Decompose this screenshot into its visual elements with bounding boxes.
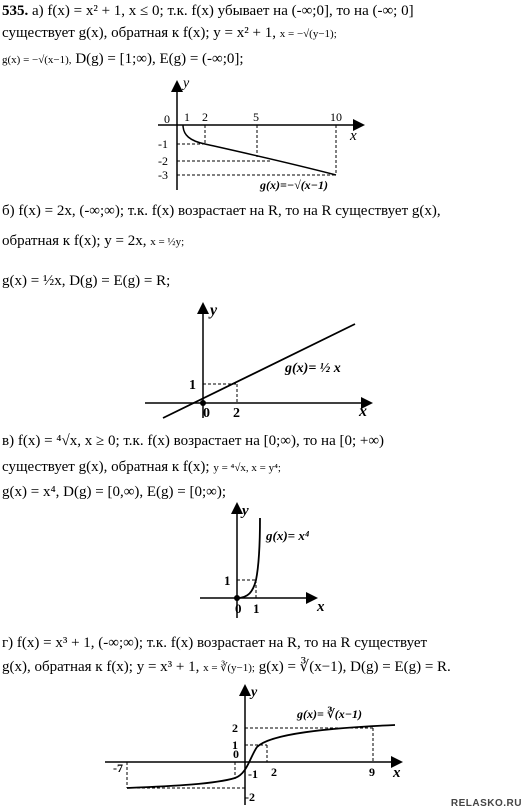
problem-line-b3 (2, 272, 170, 290)
y-tick: 1 (224, 573, 231, 588)
problem-line-a1 (2, 2, 414, 20)
graph-c (200, 500, 350, 625)
problem-line-a2 (2, 24, 337, 43)
x-tick: 2 (202, 110, 208, 124)
watermark: RELASKO.RU (450, 798, 522, 809)
y-tick: 1 (189, 378, 196, 393)
graph-b (145, 300, 380, 420)
y-label: y (242, 503, 249, 519)
part-a-line1: а) f(x) = x² + 1, x ≤ 0; т.к. f(x) убывает на (-∞;0], то на (-∞; 0] (32, 3, 414, 19)
origin-label: 0 (203, 406, 210, 421)
part-a-line2: существует g(x), обратная к f(x); y = x² + 1, (2, 25, 276, 41)
y-tick: -2 (245, 790, 255, 804)
curve-label: g(x)= ½ x (285, 361, 341, 376)
part-c-line2: существует g(x), обратная к f(x); (2, 459, 210, 475)
part-c-line1: в) f(x) = ⁴√x, x ≥ 0; т.к. f(x) возрастает на [0;∞), то на [0; +∞) (2, 433, 385, 449)
y-tick: 2 (232, 721, 238, 735)
x-label: x (350, 128, 357, 144)
problem-line-d1 (2, 634, 427, 652)
problem-line-a3 (2, 50, 244, 69)
x-tick: 10 (330, 110, 342, 124)
problem-line-b2 (2, 232, 184, 251)
part-d-line2-tail: g(x) = ∛(x−1), D(g) = E(g) = R. (258, 659, 451, 675)
part-b-line1: б) f(x) = 2x, (-∞;∞); т.к. f(x) возрастает на R, то на R существует g(x), (2, 203, 441, 219)
y-tick: 1 (232, 738, 238, 752)
x-tick: 1 (184, 110, 190, 124)
y-label: y (183, 76, 190, 91)
part-b-line2-formula: x = ½y; (150, 236, 185, 248)
x-tick: -1 (248, 767, 258, 781)
problem-line-c2 (2, 458, 281, 477)
part-d-line1: г) f(x) = x³ + 1, (-∞;∞); т.к. f(x) возрастает на R, то на R существует (2, 635, 428, 651)
problem-line-d2 (2, 658, 451, 677)
x-label: x (359, 403, 367, 420)
curve-g (183, 125, 336, 175)
x-tick: 1 (253, 601, 260, 616)
curve-label: g(x)=−√(x−1) (260, 178, 328, 192)
x-tick: 2 (233, 406, 240, 421)
y-tick: -3 (158, 168, 168, 182)
x-tick: 5 (253, 110, 259, 124)
part-c-line3: g(x) = x⁴, D(g) = [0,∞), E(g) = [0;∞); (2, 484, 227, 500)
y-label: y (210, 302, 218, 319)
part-c-line2-formula: y = ⁴√x, x = y⁴; (213, 462, 281, 474)
curve-label: g(x)= x⁴ (266, 528, 310, 543)
part-b-line3-formula: g(x) = ½x, (2, 273, 66, 289)
x-tick: -7 (113, 761, 123, 775)
graph-a (150, 75, 370, 195)
curve-g (127, 725, 395, 788)
part-d-line2-formula: x = ∛(y−1); (203, 662, 255, 674)
part-b-line3: D(g) = E(g) = R; (69, 273, 171, 289)
problem-line-b1 (2, 202, 441, 220)
origin-label: 0 (235, 601, 242, 616)
curve-g (237, 518, 260, 598)
problem-number: 535. (2, 3, 29, 19)
graph-d (105, 682, 415, 807)
part-a-line3-formula: g(x) = −√(x−1), (2, 54, 72, 66)
part-d-line2: g(x), обратная к f(x); y = x³ + 1, (2, 659, 200, 675)
y-label: y (251, 685, 258, 700)
problem-line-c3 (2, 483, 226, 501)
x-label: x (317, 599, 325, 615)
curve-label: g(x)= ∛(x−1) (297, 707, 362, 721)
part-b-line2: обратная к f(x); y = 2x, (2, 233, 147, 249)
y-tick: -1 (158, 137, 168, 151)
x-tick: 9 (369, 765, 375, 779)
origin-label: 0 (233, 747, 239, 761)
x-tick: 2 (271, 765, 277, 779)
problem-line-c1 (2, 432, 384, 450)
part-a-line2-formula: x = −√(y−1); (279, 28, 337, 40)
x-label: x (393, 765, 401, 781)
y-tick: -2 (158, 154, 168, 168)
part-a-line3: D(g) = [1;∞), E(g) = (-∞;0]; (75, 51, 244, 67)
origin-label: 0 (164, 112, 170, 126)
